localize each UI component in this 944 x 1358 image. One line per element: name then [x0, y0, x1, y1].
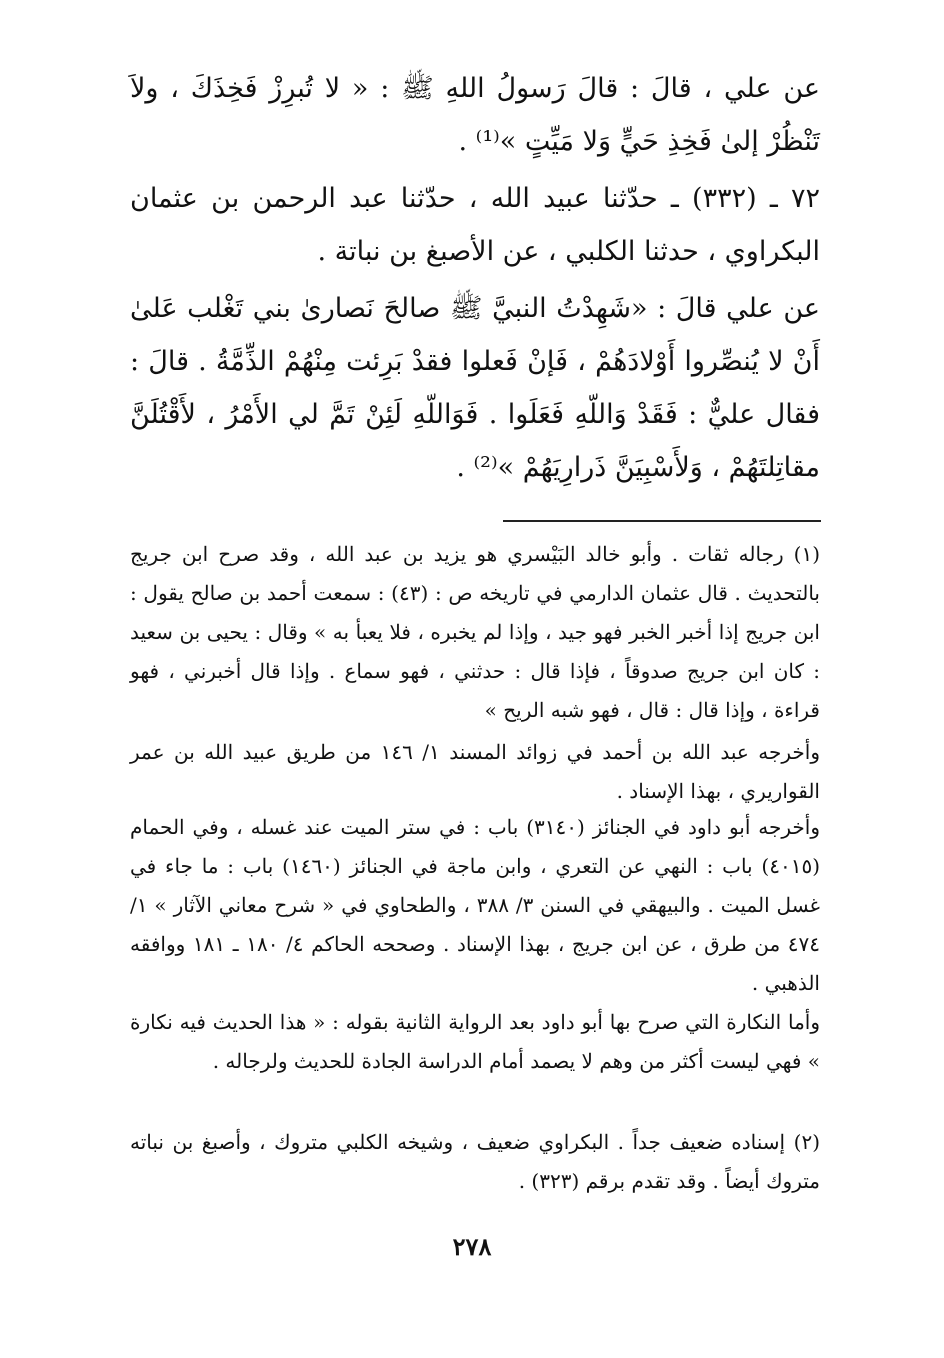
hadith-text-continuation: عن علي ، قالَ : قالَ رَسولُ اللهِ ﷺ : « لا تُبرِزْ فَخِذَكَ ، ولاَ تَنْظُرْ إلىٰ فَخِذِ حَيٍّ وَلا مَيِّتٍ »⁽¹⁾ .: [130, 73, 820, 157]
footnote-1-takhrij-1: وأخرجه عبد الله بن أحمد في زوائد المسند ١/ ١٤٦ من طريق عبيد الله بن عمر القواريري ، بهذا الإسناد .: [130, 740, 820, 803]
footnote-2: (٢) إسناده ضعيف جداً . البكراوي ضعيف ، وشيخه الكلبي متروك ، وأصبغ بن نباته متروك أيضاً . وقد تقدم برقم (٣٢٣) .: [130, 1130, 820, 1193]
page-number: ٢٧٨: [452, 1232, 492, 1261]
footnote-divider: [503, 520, 821, 522]
hadith-72-matn: عن علي قالَ : «شَهِدْتُ النبيَّ ﷺ صالحَ نَصارىٰ بني تَغْلب عَلىٰ أَنْ لا يُنصِّروا أَوْلادَهُمْ ، فَإنْ فَعلوا فقدْ بَرِئت مِنْهُمْ الذِّمَّةُ . قالَ : فقال عليٌّ : فَقَدْ وَاللّهِ فَعَلَوا . فَوَاللّهِ لَئِنْ تَمَّ لي الأَمْرُ ، لأَقْتُلَنَّ مقاتِلتَهُمْ ، وَلأَسْبِيَنَّ ذَرارِيَهُمْ »⁽²⁾ .: [130, 293, 820, 483]
footnote-1-takhrij-2: وأخرجه أبو داود في الجنائز (٣١٤٠) باب : في ستر الميت عند غسله ، وفي الحمام (٤٠١٥) باب : النهي عن التعري ، وابن ماجة في الجنائز (١٤٦٠) باب : ما جاء في غسل الميت . والبيهقي في السنن ٣/ ٣٨٨ ، والطحاوي في « شرح معاني الآثار » ١/ ٤٧٤ من طرق ، عن ابن جريج ، بهذا الإسناد . وصححه الحاكم ٤/ ١٨٠ ـ ١٨١ ووافقه الذهبي .: [130, 815, 821, 995]
footnote-1: (١) رجاله ثقات . وأبو خالد البَيْسري هو يزيد بن عبد الله ، وقد صرح ابن جريج بالتحديث . قال عثمان الدارمي في تاريخه ص : (٤٣) : سمعت أحمد بن صالح يقول : ابن جريج إذا أخبر الخبر فهو جيد ، وإذا لم يخبره ، فلا يعبأ به » وقال : يحيى بن سعيد : كان ابن جريج صدوقاً ، فإذا قال : حدثني ، فهو سماع . وإذا قال أخبرني ، فهو قراءة ، وإذا قال : قال ، فهو شبه الريح »: [130, 542, 821, 722]
footnote-1-remark: وأما النكارة التي صرح بها أبو داود بعد الرواية الثانية بقوله : « هذا الحديث فيه نكارة » فهي ليست أكثر من وهم لا يصمد أمام الدراسة الجادة للحديث ولرجاله .: [130, 1010, 820, 1073]
hadith-72-isnad: ٧٢ ـ (٣٣٢) ـ حدّثنا عبيد الله ، حدّثنا عبد الرحمن بن عثمان البكراوي ، حدثنا الكلبي ، عن الأصبغ بن نباتة .: [130, 183, 821, 267]
